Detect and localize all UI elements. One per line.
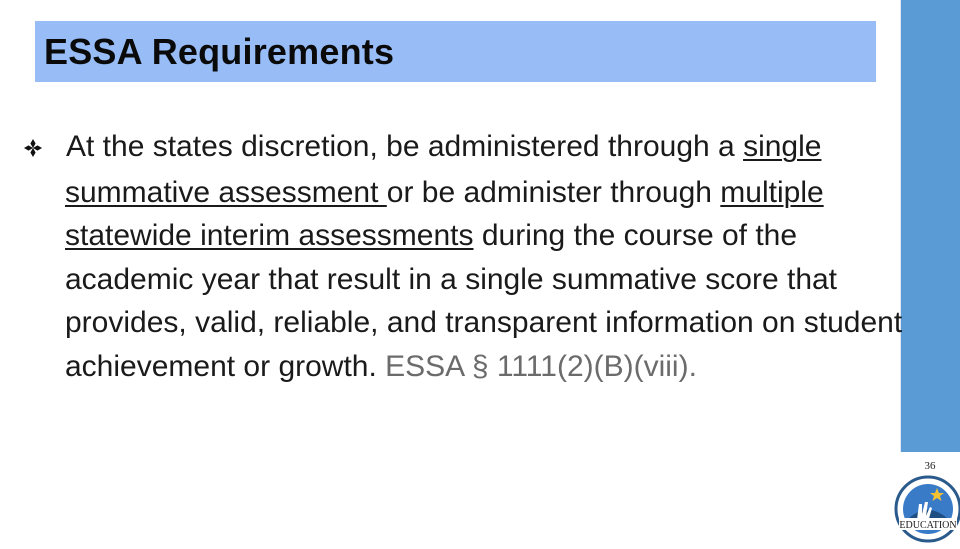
body-text-3: during the course of the academic year that result in a single summative score that provides, valid, reliable, and transparent information on student achievement or growth.	[65, 219, 903, 383]
title-bar	[35, 21, 876, 82]
slide-title: ESSA Requirements	[44, 30, 395, 72]
citation: ESSA § 1111(2)(B)(viii).	[385, 349, 697, 383]
body-text-1: At the states discretion, be administered through a	[66, 130, 744, 163]
underlined-interim-assessments: multiple statewide interim assessments	[65, 175, 824, 252]
underlined-single-summative: single summative assessment	[65, 130, 822, 209]
right-accent-band	[900, 0, 960, 452]
department-of-education-seal-icon	[893, 474, 960, 544]
seal-text: EDUCATION	[899, 520, 957, 531]
diamond-bullet-icon	[44, 127, 66, 171]
body-paragraph	[44, 125, 905, 388]
page-number: 36	[924, 460, 936, 472]
body-text-2: or be administer through	[386, 175, 721, 209]
